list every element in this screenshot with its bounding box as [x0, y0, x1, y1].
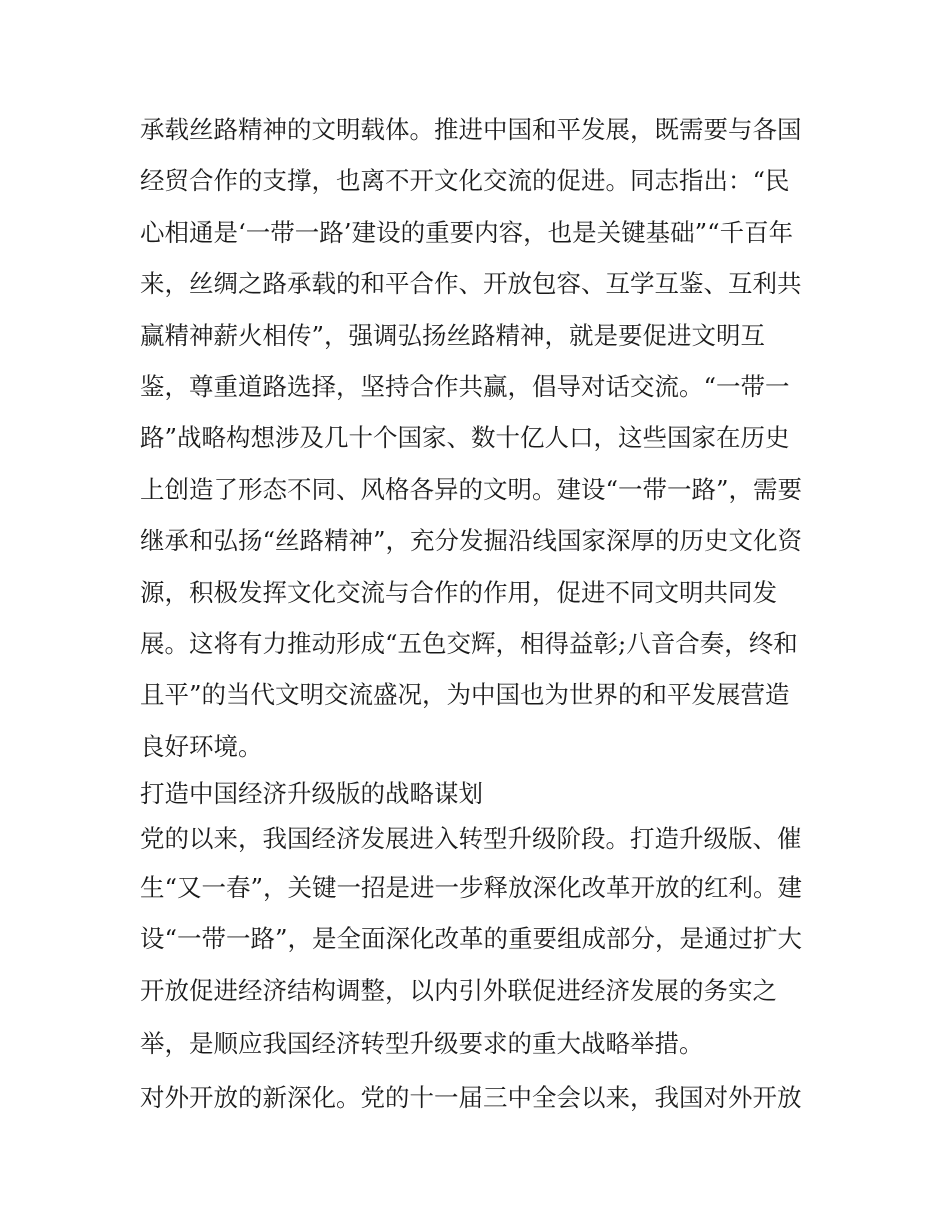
body-text-line: 鉴，尊重道路选择，坚持合作共赢，倡导对话交流。“一带一 — [140, 371, 790, 401]
body-text-line: 源，积极发挥文化交流与合作的作用，促进不同文明共同发 — [140, 577, 777, 607]
body-text-line: 经贸合作的支撑，也离不开文化交流的促进。同志指出：“民 — [140, 166, 790, 196]
body-text-line: 生“又一春”，关键一招是进一步释放深化改革开放的红利。建 — [140, 873, 803, 903]
document-body — [140, 104, 815, 1124]
body-text-line: 党的以来，我国经济发展进入转型升级阶段。打造升级版、催 — [140, 824, 802, 854]
body-text-line: 举，是顺应我国经济转型升级要求的重大战略举措。 — [140, 1029, 704, 1059]
body-text-line: 开放促进经济结构调整，以内引外联促进经济发展的务实之 — [140, 975, 777, 1005]
body-text-line: 良好环境。 — [140, 731, 263, 761]
body-text-line: 赢精神薪火相传”，强调弘扬丝路精神，就是要促进文明互 — [140, 320, 766, 350]
body-text-line: 心相通是‘一带一路’建设的重要内容，也是关键基础”“千百年 — [140, 217, 794, 247]
body-text-line: 继承和弘扬“丝路精神”，充分发掘沿线国家深厚的历史文化资 — [140, 526, 803, 556]
body-text-line: 对外开放的新深化。党的十一届三中全会以来，我国对外开放 — [140, 1083, 802, 1113]
body-text-line: 上创造了形态不同、风格各异的文明。建设“一带一路”，需要 — [140, 474, 803, 504]
body-text-line: 来，丝绸之路承载的和平合作、开放包容、互学互鉴、互利共 — [140, 269, 802, 299]
section-heading: 打造中国经济升级版的战略谋划 — [140, 779, 483, 809]
body-text-line: 且平”的当代文明交流盛况，为中国也为世界的和平发展营造 — [140, 680, 790, 710]
body-text-line: 设“一带一路”，是全面深化改革的重要组成部分，是通过扩大 — [140, 924, 803, 954]
body-text-line: 展。这将有力推动形成“五色交辉，相得益彰;八音合奏，终和 — [140, 628, 798, 658]
body-text-line: 承载丝路精神的文明载体。推进中国和平发展，既需要与各国 — [140, 115, 802, 144]
body-text-line: 路”战略构想涉及几十个国家、数十亿人口，这些国家在历史 — [140, 423, 790, 453]
